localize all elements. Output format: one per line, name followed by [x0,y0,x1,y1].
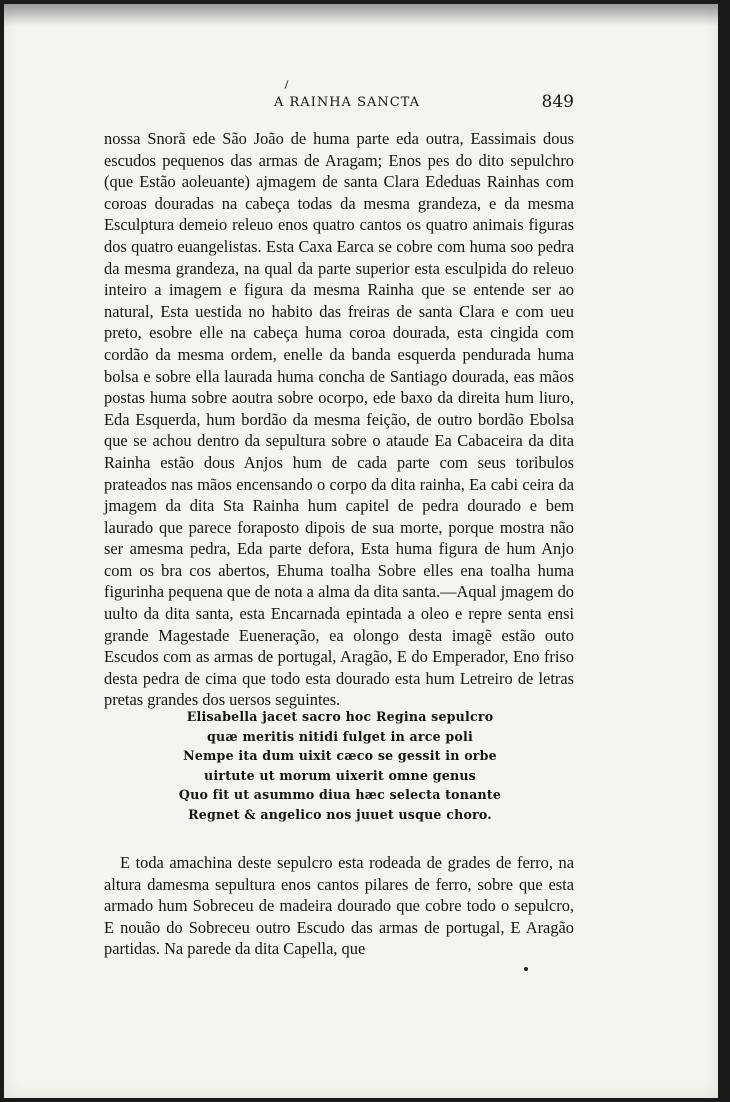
verse-line: quæ meritis nitidi fulget in arce poli [207,728,473,744]
verse-line: Elisabella jacet sacro hoc Regina sepulcro [186,709,494,724]
verse-line: uirtute ut morum uixerit omne genus [204,767,476,783]
running-title: A RAINHA SANCTA [274,95,421,110]
scan-shadow [4,4,718,26]
page-header [104,92,574,116]
verse-line: Quo fit ut asummo diua hæc selecta tonante [178,787,502,803]
main-paragraph: nossa Snorã ede São João de huma parte eda outra, Eassimais dous escudos pequenos das armas de Aragam; Enos pes do dito sepulchro (que Estão aoleuante) ajmagem de santa Clara Ededuas Rainhas com coroas douradas na cabeça todas da mesma grandeza, e da mesma Esculptura demeio releuo enos quatro cantos os quatro animais figuras dos quatro euangelistas. Esta Caxa Earca se cobre com huma soo pedra da mesma grandeza, na qual da parte superior esta esculpida do releuo inteiro a imagem e figura da mesma Rainha que se entende ser ao natural, Esta uestida no habito das freiras de santa Clara e com ueu preto, esobre elle na cabeça huma coroa dourada, esta cingida com cordão da mesma ordem, enelle da banda esquerda pendurada huma bolsa e sobre ella laurada huma concha de Santiago dourada, eas mãos postas huma sobre aoutra sobre ocorpo, ede baxo da direita hum liuro, Eda Esquerda, hum bordão da mesma feição, de outro bordão Ebolsa que se achou dentro da sepultura sobre o ataude Ea Cabaceira da dita Rainha estão dous Anjos hum de cada parte com seus toribulos prateados nas mãos encensando o corpo da dita rainha, Ea cabi ceira da jmagem da dita Sta Rainha hum capitel de pedra dourado e bem laurado que parece foraposto dipois de sua morte, porque mostra não ser amesma pedra, Eda parte defora, Esta huma figura de hum Anjo com os bra cos abertos, Ehuma toalha Sobre elles ena toalha huma figurinha pequena que de nota a alma da dita santa.—Aqual jmagem do uulto da dita santa, esta Encarnada epintada a oleo e repre senta ensi grande Magestade Eueneração, ea olongo desta imagẽ estão outo Escudos com as armas de portugal, Aragão, E do Emperador, Eno friso desta pedra de cima que todo esta dourado esta hum Letreiro de letras pretas grandes dos uersos seguintes. [104,129,574,710]
ink-dot [524,967,528,971]
closing-paragraph: E toda amachina deste sepulcro esta rodeada de grades de ferro, na altura damesma sepultura enos cantos pilares de ferro, sobre que esta armado hum Sobreceu de madeira dourado que cobre todo o sepulcro, E nouão do Sobreceu outro Escudo das armas de portugal, E Aragão partidas. Na parede da dita Capella, que [104,853,574,959]
latin-inscription [150,707,530,825]
page-number: 849 [541,92,574,112]
verse-line: Regnet & angelico nos juuet usque choro. [188,806,492,822]
verse-line: Nempe ita dum uixit cæco se gessit in orbe [183,748,497,764]
